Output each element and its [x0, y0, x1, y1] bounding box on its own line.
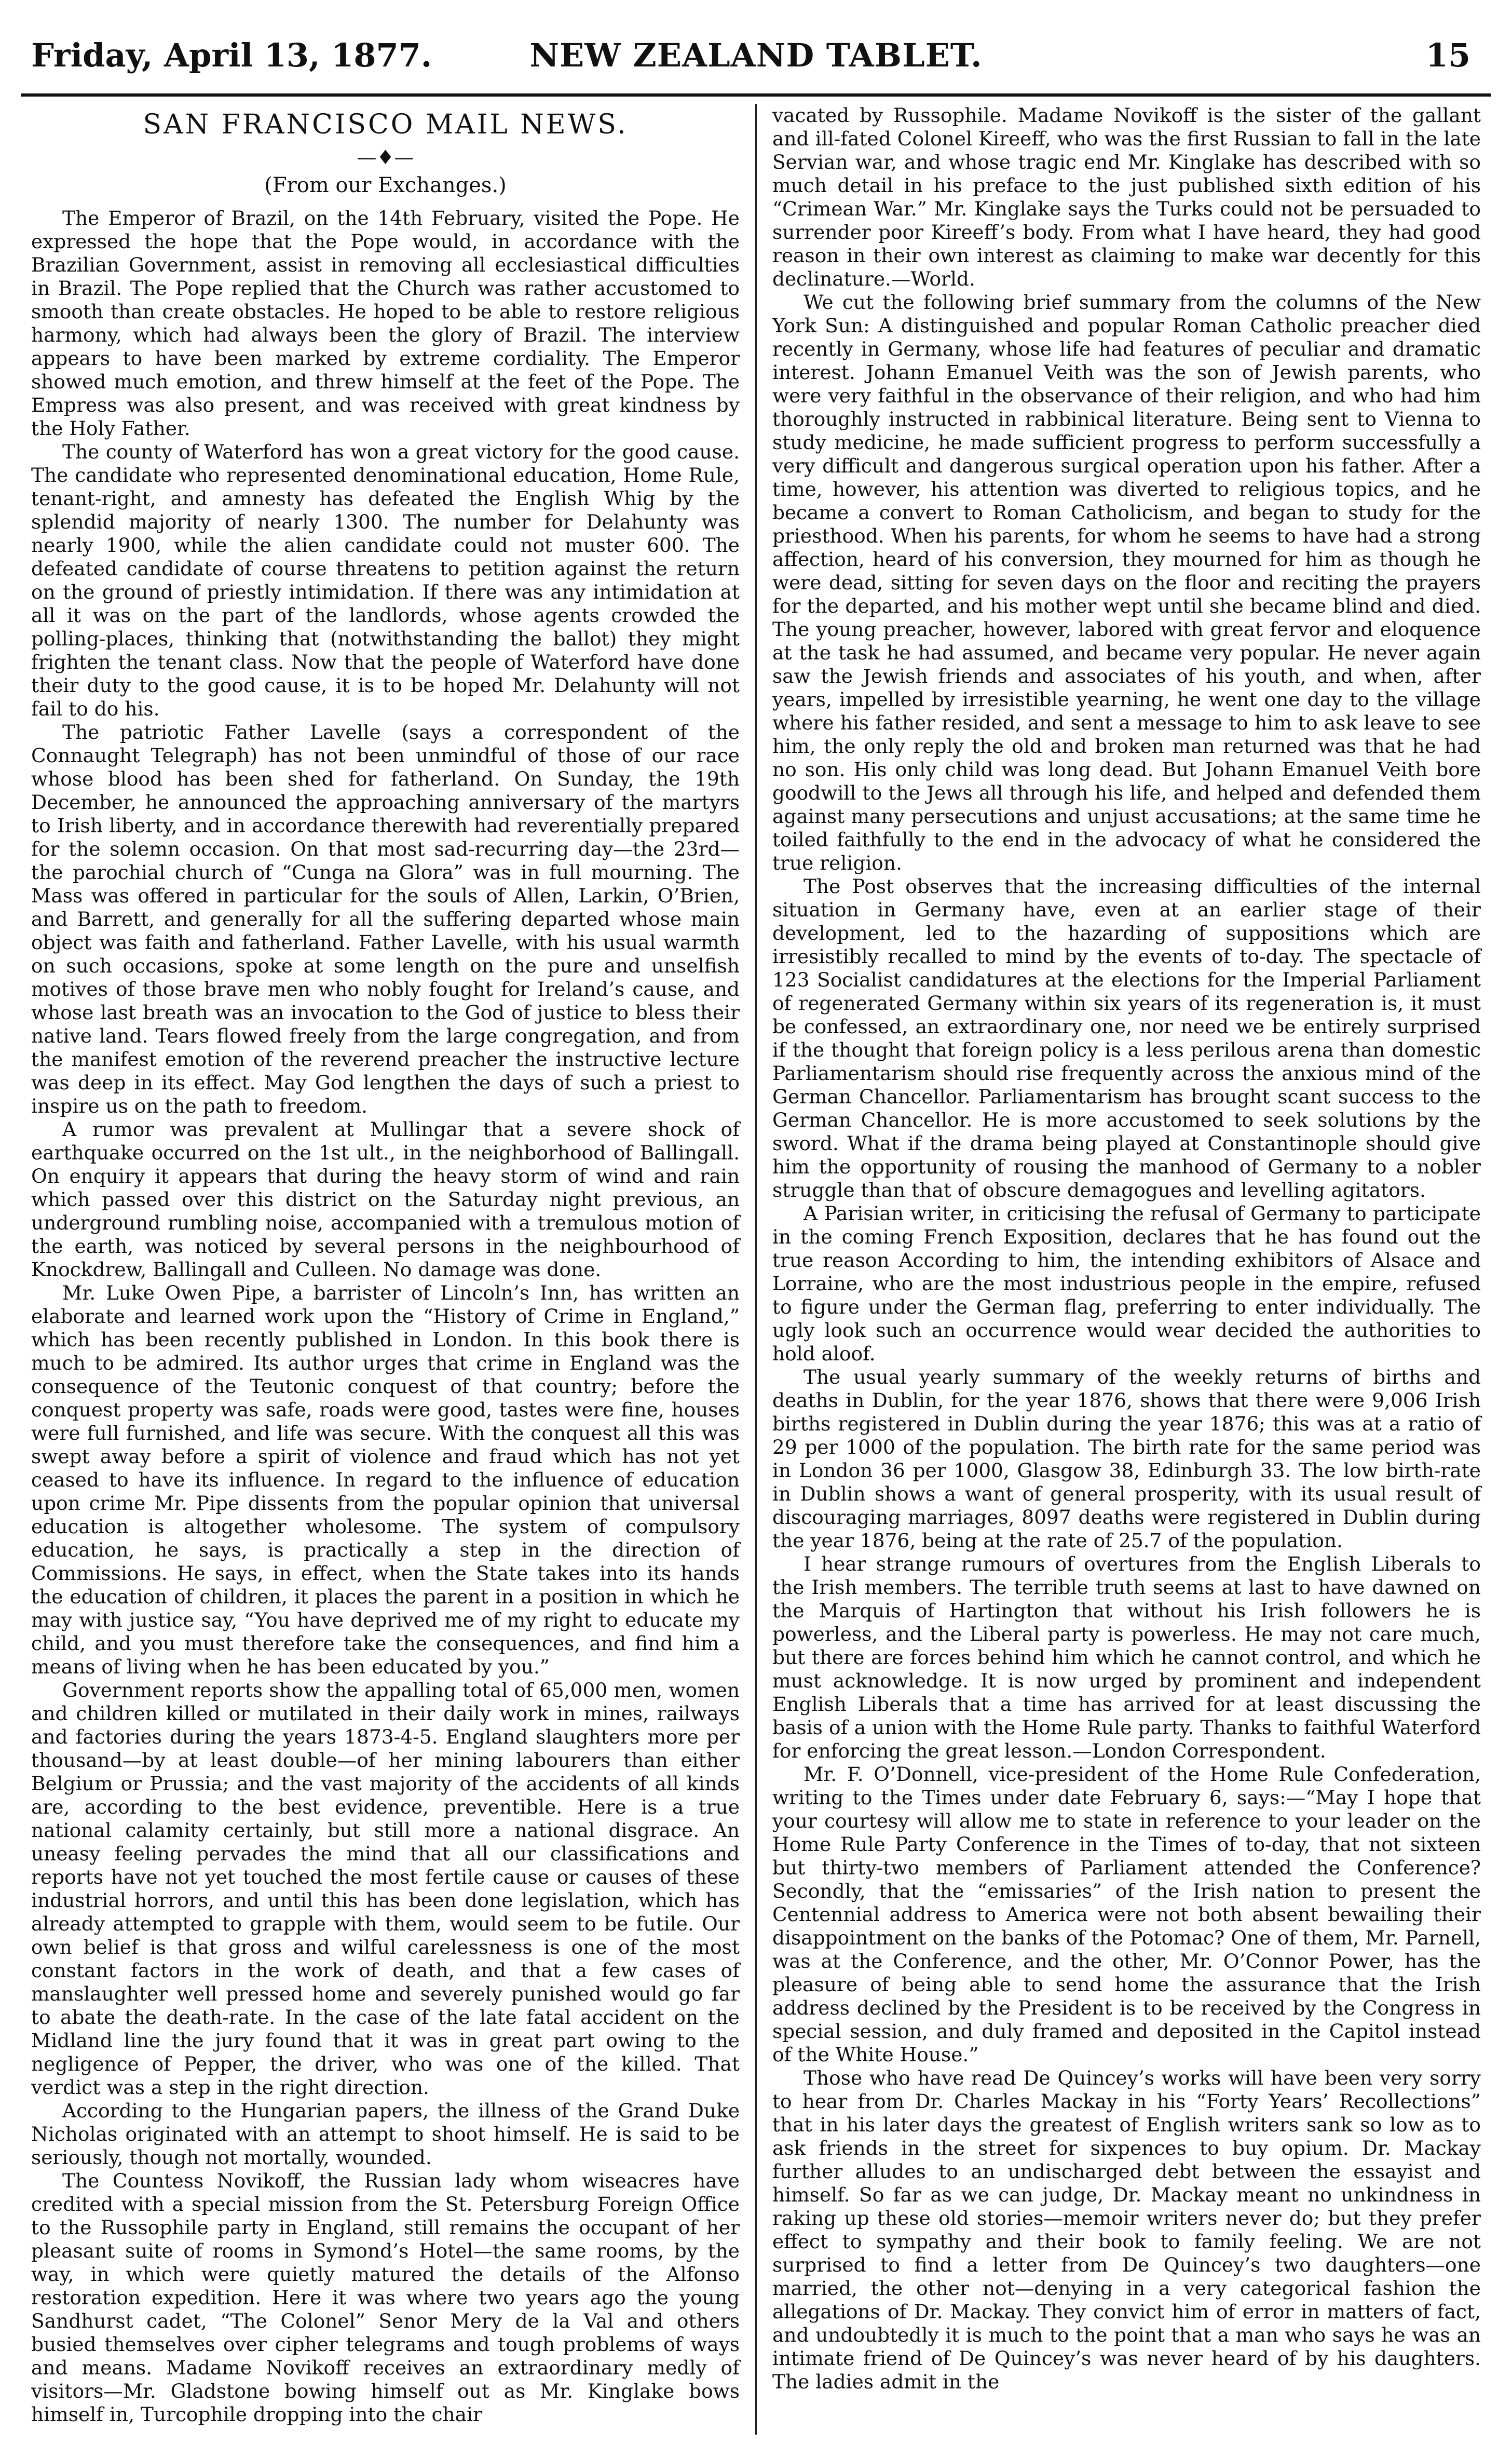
masthead: [21, 31, 1491, 97]
paragraph: According to the Hungarian papers, the illness of the Grand Duke Nicholas originated with an attempt to shoot himself. He is said to be seriously, though not mortally, wounded.: [31, 2099, 740, 2169]
column-left: [21, 104, 750, 2435]
title-ornament: —♦—: [357, 146, 414, 169]
page-number: 15: [1425, 36, 1470, 74]
article-columns: [21, 104, 1491, 2435]
paragraph: The Post observes that the increasing difficulties of the internal situation in Germany have, even at an earlier stage of their development, led to the hazarding of suppositions which are irresistibly recalled to mind by the events of to-day. The spectacle of 123 Socialist candidatures at the elections for the Imperial Parliament of regenerated Germany within six years of its regeneration is, it must be confessed, an extraordinary one, nor need we be entirely surprised if the thought that foreign policy is a less perilous arena than domestic Parliamentarism should rise frequently across the anxious mind of the German Chancellor. Parliamentarism has brought scant success to the German Chancellor. He is more accustomed to seek solutions by the sword. What if the drama being played at Constantinople should give him the opportunity of rousing the manhood of Germany to a nobler struggle than that of obscure demagogues and levelling agitators.: [772, 875, 1481, 1201]
paragraph: The county of Waterford has won a great victory for the good cause. The candidate who represented denominational education, Home Rule, tenant-right, and amnesty has defeated the English Whig by the splendid majority of nearly 1300. The number for Delahunty was nearly 1900, while the alien candidate could not muster 600. The defeated candidate of course threatens to petition against the return on the ground of priestly intimidation. If there was any intimidation at all it was on the part of the landlords, whose agents crowded the polling-places, thinking that (notwithstanding the ballot) they might frighten the tenant class. Now that the people of Waterford have done their duty to the good cause, it is to be hoped Mr. Delahunty will not fail to do his.: [31, 440, 740, 720]
paragraph: I hear strange rumours of overtures from the English Liberals to the Irish members. The terrible truth seems at last to have dawned on the Marquis of Hartington that without his Irish followers he is powerless, and the Liberal party is powerless. He may not care much, but there are forces behind him which he cannot control, and which he must acknowledge. It is now urged by prominent and independent English Liberals that a time has arrived for at least discussing the basis of a union with the Home Rule party. Thanks to faithful Waterford for enforcing the great lesson.—London Correspondent.: [772, 1552, 1481, 1762]
paragraph: The patriotic Father Lavelle (says a correspondent of the Connaught Telegraph) has not been unmindful of those of our race whose blood has been shed for fatherland. On Sunday, the 19th December, he announced the approaching anniversary of the martyrs to Irish liberty, and in accordance therewith had reverentially prepared for the solemn occasion. On that most sad-recurring day—the 23rd—the parochial church of “Cunga na Glora” was in full mourning. The Mass was offered in particular for the souls of Allen, Larkin, O’Brien, and Barrett, and generally for all the suffering departed whose main object was faith and fatherland. Father Lavelle, with his usual warmth on such occasions, spoke at some length on the pure and unselfish motives of those brave men who nobly fought for Ireland’s cause, and whose last breath was an invocation to the God of justice to bless their native land. Tears flowed freely from the large congregation, and from the manifest emotion of the reverend preacher the instructive lecture was deep in its effect. May God lengthen the days of such a priest to inspire us on the path to freedom.: [31, 721, 740, 1117]
paragraph: A rumor was prevalent at Mullingar that a severe shock of earthquake occurred on the 1st ult., in the neighborhood of Ballingall. On enquiry it appears that during the heavy storm of wind and rain which passed over this district on the Saturday night previous, an underground rumbling noise, accompanied with a tremulous motion of the earth, was noticed by several persons in the neighbourhood of Knockdrew, Ballingall and Culleen. No damage was done.: [31, 1118, 740, 1281]
paragraph: vacated by Russophile. Madame Novikoff is the sister of the gallant and ill-fated Colonel Kireeff, who was the first Russian to fall in the late Servian war, and whose tragic end Mr. Kinglake has described with so much detail in his preface to the just published sixth edition of his “Crimean War.” Mr. Kinglake says the Turks could not be persuaded to surrender poor Kireeff’s body. From what I have heard, they had good reason in their own interest as claiming to make war decently for this declinature.—World.: [772, 104, 1481, 290]
column-divider: [755, 104, 757, 2435]
paragraph: The Emperor of Brazil, on the 14th February, visited the Pope. He expressed the hope that the Pope would, in accordance with the Brazilian Government, assist in removing all ecclesiastical difficulties in Brazil. The Pope replied that the Church was rather accustomed to smooth than create obstacles. He hoped to be able to restore religious harmony, which had always been the glory of Brazil. The interview appears to have been marked by extreme cordiality. The Emperor showed much emotion, and threw himself at the feet of the Pope. The Empress was also present, and was received with great kindness by the Holy Father.: [31, 207, 740, 440]
paragraph: Mr. Luke Owen Pipe, a barrister of Lincoln’s Inn, has written an elaborate and learned work upon the “History of Crime in England,” which has been recently published in London. In this book there is much to be admired. Its author urges that crime in England was the consequence of the Teutonic conquest of that country; before the conquest property was safe, roads were good, tastes were fine, houses were full furnished, and life was secure. With the conquest all this was swept away before a spirit of violence and fraud which has not yet ceased to have its influence. In regard to the influence of education upon crime Mr. Pipe dissents from the popular opinion that universal education is altogether wholesome. The system of compulsory education, he says, is practically a step in the direction of Commissions. He says, in effect, when the State takes into its hands the education of children, it places the parent in a position in which he may with justice say, “You have deprived me of my right to educate my child, and you must therefore take the consequences, and find him a means of living when he has been educated by you.”: [31, 1281, 740, 1678]
article-subhead: (From our Exchanges.): [264, 173, 507, 197]
newspaper-title: NEW ZEALAND TABLET.: [529, 36, 983, 74]
paragraph: We cut the following brief summary from the columns of the New York Sun: A distinguished and popular Roman Catholic preacher died recently in Germany, whose life had features of peculiar and dramatic interest. Johann Emanuel Veith was the son of Jewish parents, who were very faithful in the observance of their religion, and who had him thoroughly instructed in rabbinical literature. Being sent to Vienna to study medicine, he made sufficient progress to perform successfully a very difficult and dangerous surgical operation upon his father. After a time, however, his attention was diverted to religious topics, and he became a convert to Roman Catholicism, and began to study for the priesthood. When his parents, for whom he seems to have had a strong affection, heard of his conversion, they mourned for him as though he were dead, sitting for seven days on the floor and reciting the prayers for the departed, and his mother wept until she became blind and died. The young preacher, however, labored with great fervor and eloquence at the task he had assumed, and became very popular. He never again saw the Jewish friends and associates of his youth, and when, after years, impelled by irresistible yearning, he went one day to the village where his father resided, and sent a message to him to ask leave to see him, the only reply the old and broken man returned was that he had no son. His only child was long dead. But Johann Emanuel Veith bore goodwill to the Jews all through his life, and helped and defended them against many persecutions and unjust accusations; at the same time he toiled faithfully to the end in the advocacy of what he considered the true religion.: [772, 291, 1481, 874]
paragraph: The usual yearly summary of the weekly returns of births and deaths in Dublin, for the year 1876, shows that there were 9,006 Irish births registered in Dublin during the year 1876; this was at a ratio of 29 per 1000 of the population. The birth rate for the same period was in London 36 per 1000, Glasgow 38, Edinburgh 33. The low birth-rate in Dublin shows a want of general prosperity, with its usual result of discouraging marriages, 8097 deaths were registered in Dublin during the year 1876, being at the rate of 25.7 of the population.: [772, 1366, 1481, 1552]
column-right: [762, 104, 1491, 2435]
paragraph: Government reports show the appalling total of 65,000 men, women and children killed or mutilated in their daily work in mines, railways and factories during the years 1873-4-5. England slaughters more per thousand—by at least double—of her mining labourers than either Belgium or Prussia; and the vast majority of the accidents of all kinds are, according to the best evidence, preventible. Here is a true national calamity certainly, but still more a national disgrace. An uneasy feeling pervades the mind that all our classifications and reports have not yet touched the most fertile cause or causes of these industrial horrors, and until this has been done legislation, which has already attempted to grapple with them, would seem to be futile. Our own belief is that gross and wilful carelessness is one of the most constant factors in the work of death, and that a few cases of manslaughter well pressed home and severely punished would go far to abate the death-rate. In the case of the late fatal accident on the Midland line the jury found that it was in great part owing to the negligence of Pepper, the driver, who was one of the killed. That verdict was a step in the right direction.: [31, 1679, 740, 2099]
issue-date: Friday, April 13, 1877.: [31, 36, 432, 74]
paragraph: A Parisian writer, in criticising the refusal of Germany to participate in the coming French Exposition, declares that he has found out the true reason According to him, the intending exhibitors of Alsace and Lorraine, who are the most industrious people in the empire, refused to figure under the German flag, preferring to enter individually. The ugly look such an occurrence would wear decided the authorities to hold aloof.: [772, 1202, 1481, 1365]
article-title: SAN FRANCISCO MAIL NEWS.: [143, 109, 628, 140]
paragraph: The Countess Novikoff, the Russian lady whom wiseacres have credited with a special mission from the St. Petersburg Foreign Office to the Russophile party in England, still remains the occupant of her pleasant suite of rooms in Symond’s Hotel—the same rooms, by the way, in which were quietly matured the details of the Alfonso restoration expedition. Here it was where two years ago the young Sandhurst cadet, “The Colonel” Senor Mery de la Val and others busied themselves over cipher telegrams and tough problems of ways and means. Madame Novikoff receives an extraordinary medly of visitors—Mr. Gladstone bowing himself out as Mr. Kinglake bows himself in, Turcophile dropping into the chair: [31, 2169, 740, 2426]
paragraph: Those who have read De Quincey’s works will have been very sorry to hear from Dr. Charles Mackay in his “Forty Years’ Recollections” that in his later days the greatest of English writers sank so low as to ask friends in the street for sixpences to buy opium. Dr. Mackay further alludes to an undischarged debt between the essayist and himself. So far as we can judge, Dr. Mackay meant no unkindness in raking up these old stories—memoir writers never do; but they prefer effect to sympathy and their book to family feeling. We are not surprised to find a letter from De Quincey’s two daughters—one married, the other not—denying in a very categorical fashion the allegations of Dr. Mackay. They convict him of error in matters of fact, and undoubtedly it is much to the point that a man who says he was an intimate friend of De Quincey’s was never heard of by his daughters. The ladies admit in the: [772, 2066, 1481, 2393]
paragraph: Mr. F. O’Donnell, vice-president of the Home Rule Confederation, writing to the Times under date February 6, says:—“May I hope that your courtesy will allow me to state in reference to your leader on the Home Rule Party Conference in the Times of to-day, that not sixteen but thirty-two members of Parliament attended the Conference? Secondly, that the “emissaries” of the Irish nation to present the Centennial address to America were not both absent bewailing their disappointment on the banks of the Potomac? One of them, Mr. Parnell, was at the Conference, and the other, Mr. O’Connor Power, has the pleasure of being able to send home the assurance that the Irish address declined by the President is to be received by the Congress in special session, and duly framed and deposited in the Capitol instead of the White House.”: [772, 1763, 1481, 2066]
